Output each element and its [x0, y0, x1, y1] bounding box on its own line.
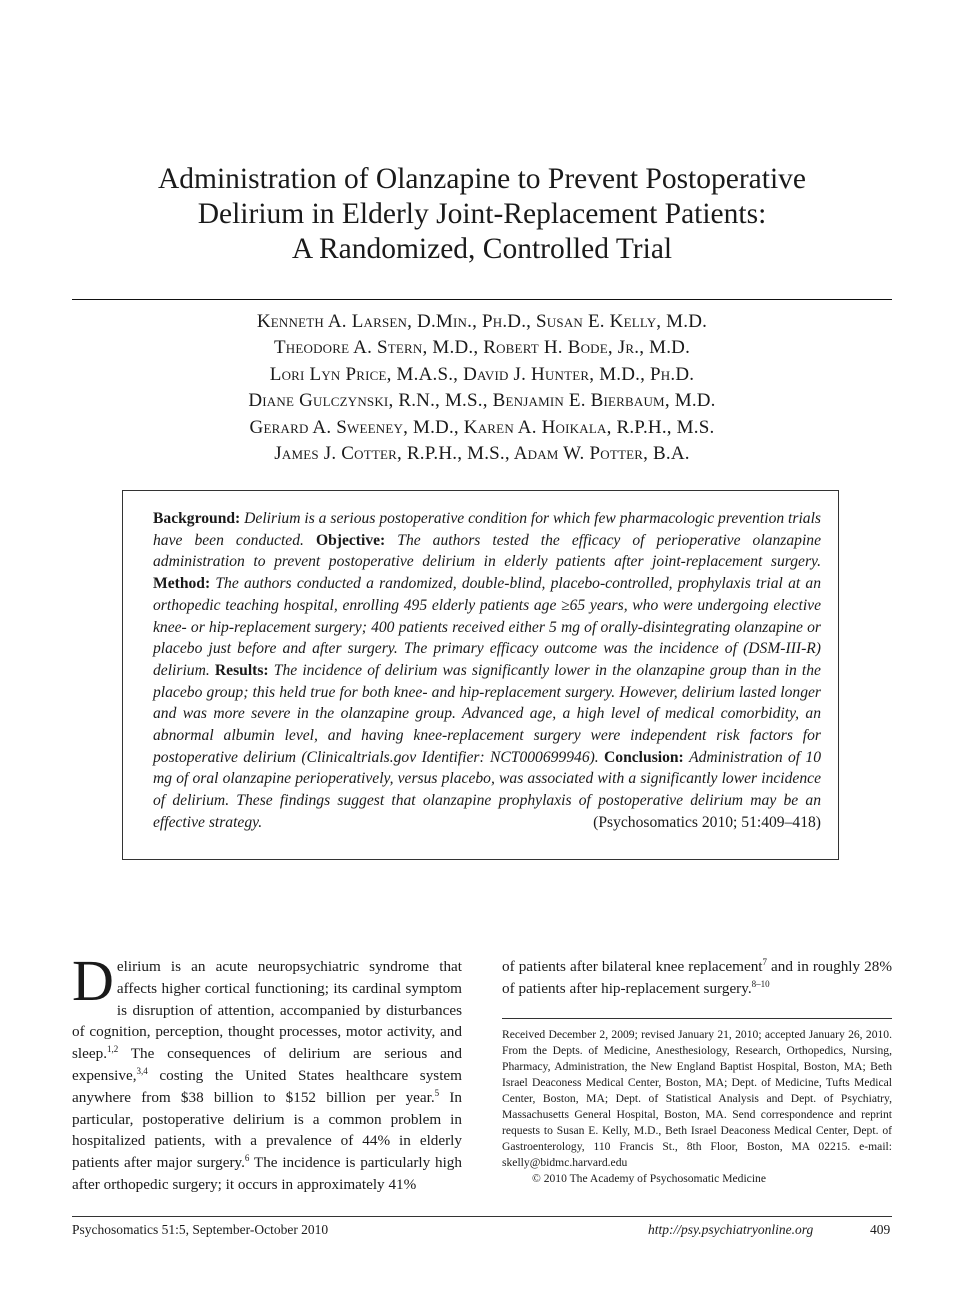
objective-text: The authors tested the efficacy of perioperative olanzapine administration to prevent postoperative delirium in elderly patients after joint-replacement surgery.: [153, 531, 821, 571]
title-line: A Randomized, Controlled Trial: [291, 233, 673, 265]
conclusion-text: Administration of 10 mg of oral olanzapine perioperatively, versus placebo, was associated with a significantly lower incidence of delirium. These findings suggest that olanzapine prophylaxis of postoperative delirium may be an effective strategy.: [153, 748, 821, 831]
journal-info: Psychosomatics 51:5, September-October 2010: [72, 1222, 329, 1237]
citation-ref: 7: [762, 956, 768, 967]
author-line: Lori Lyn Price, M.A.S., David J. Hunter, M.D., Ph.D.: [269, 363, 695, 385]
background-text: Delirium is a serious postoperative condition for which few pharmacologic prevention trials have been conducted.: [153, 510, 821, 549]
author-line: James J. Cotter, R.P.H., M.S., Adam W. Potter, B.A.: [274, 443, 690, 465]
page-number: 409: [870, 1222, 891, 1237]
conclusion-label: Conclusion:: [604, 748, 684, 766]
results-text: The incidence of delirium was significantly lower in the olanzapine group than in the placebo group; this held true for both knee- and hip-replacement surgery. However, delirium lasted longer and was more severe in the olanzapine group. Advanced age, a high level of medical comorbidity, an abnormal albumin level, and having knee-replacement surgery were independent risk factors for postoperative delirium (Clinicaltrials.gov Identifier: NCT000699946).: [153, 661, 821, 766]
background-label: Background:: [153, 510, 241, 527]
body-column-right: [502, 956, 892, 1000]
body-text: In particular, postoperative delirium is a common problem in hospitalized patients, with a prevalence of 44% in elderly patients after major surgery.: [72, 1088, 462, 1172]
method-label: Method:: [153, 575, 211, 593]
abstract-box: [122, 490, 839, 860]
objective-label: Objective:: [315, 531, 386, 549]
body-text: The incidence is particularly high after orthopedic surgery; it occurs in approximately 41%: [72, 1154, 462, 1193]
citation-ref: 5: [434, 1087, 440, 1098]
footer-divider: [72, 1216, 892, 1217]
body-text: The consequences of delirium are serious and expensive,: [72, 1045, 462, 1084]
title-line: Delirium in Elderly Joint-Replacement Patients:: [197, 198, 767, 230]
body-text: elirium is an acute neuropsychiatric syndrome that affects higher cortical functioning; its cardinal symptom is disruption of attention, accompanied by disturbances of cognition, perception, thought processes, motor activity, and sleep.: [72, 958, 462, 1063]
footnote-text: Received December 2, 2009; revised January 21, 2010; accepted January 26, 2010. From the Depts. of Medicine, Anesthesiology, Research, Orthopedics, Nursing, Pharmacy, Administration, the New England Baptist Hospital, Boston, MA; Beth Israel Deaconess Medical Center, Boston, MA; Dept. of Medicine, Tufts Medical Center, Boston, MA; Dept. of Statistical Analysis and Dept. of Psychiatry, Massachusetts General Hospital, Boston, MA. Send correspondence and reprint requests to Susan E. Kelly, M.D., Beth Israel Deaconess Medical Center, Dept. of Gastroenterology, 110 Francis St., 8th Floor, Boston, MA 02215. e-mail: skelly@bidmc.harvard.edu: [502, 1028, 892, 1169]
title-line: Administration of Olanzapine to Prevent Postoperative: [157, 163, 807, 195]
copyright-notice: © 2010 The Academy of Psychosomatic Medicine: [532, 1172, 766, 1185]
article-title: [72, 162, 892, 267]
drop-cap: D: [72, 948, 114, 1013]
citation-ref: 6: [244, 1153, 250, 1164]
body-column-left: [72, 948, 462, 1196]
citation-ref: 1,2: [107, 1044, 119, 1055]
results-label: Results:: [214, 661, 269, 679]
author-line: Theodore A. Stern, M.D., Robert H. Bode, Jr., M.D.: [273, 337, 691, 359]
citation-ref: 3,4: [136, 1065, 148, 1076]
footnote-divider: [502, 1018, 892, 1019]
author-line: Gerard A. Sweeney, M.D., Karen A. Hoikala, R.P.H., M.S.: [249, 416, 715, 438]
body-text: of patients after bilateral knee replacement: [502, 958, 763, 975]
body-text: and in roughly 28% of patients after hip-replacement surgery.: [502, 958, 892, 997]
author-line: Diane Gulczynski, R.N., M.S., Benjamin E. Bierbaum, M.D.: [248, 390, 716, 412]
title-divider: [72, 299, 892, 300]
abstract-citation: (Psychosomatics 2010; 51:409–418): [593, 813, 821, 831]
citation-ref: 8–10: [751, 978, 770, 989]
method-text: The authors conducted a randomized, double-blind, placebo-controlled, prophylaxis trial at an orthopedic teaching hospital, enrolling 495 elderly patients age ≥65 years, who were undergoing elective knee- or hip-replacement surgery; 400 patients received either 5 mg of orally-disintegrating olanzapine or placebo just before and after surgery. The primary efficacy outcome was the incidence of (DSM-III-R) delirium.: [153, 575, 821, 679]
journal-url[interactable]: http://psy.psychiatryonline.org: [648, 1222, 814, 1237]
author-list: [72, 309, 892, 467]
footnote: [502, 1027, 892, 1187]
author-line: Kenneth A. Larsen, D.Min., Ph.D., Susan E. Kelly, M.D.: [256, 311, 708, 332]
abstract-text: [153, 508, 821, 834]
body-text: costing the United States healthcare system anywhere from $38 billion to $152 billion per year.: [72, 1066, 462, 1106]
